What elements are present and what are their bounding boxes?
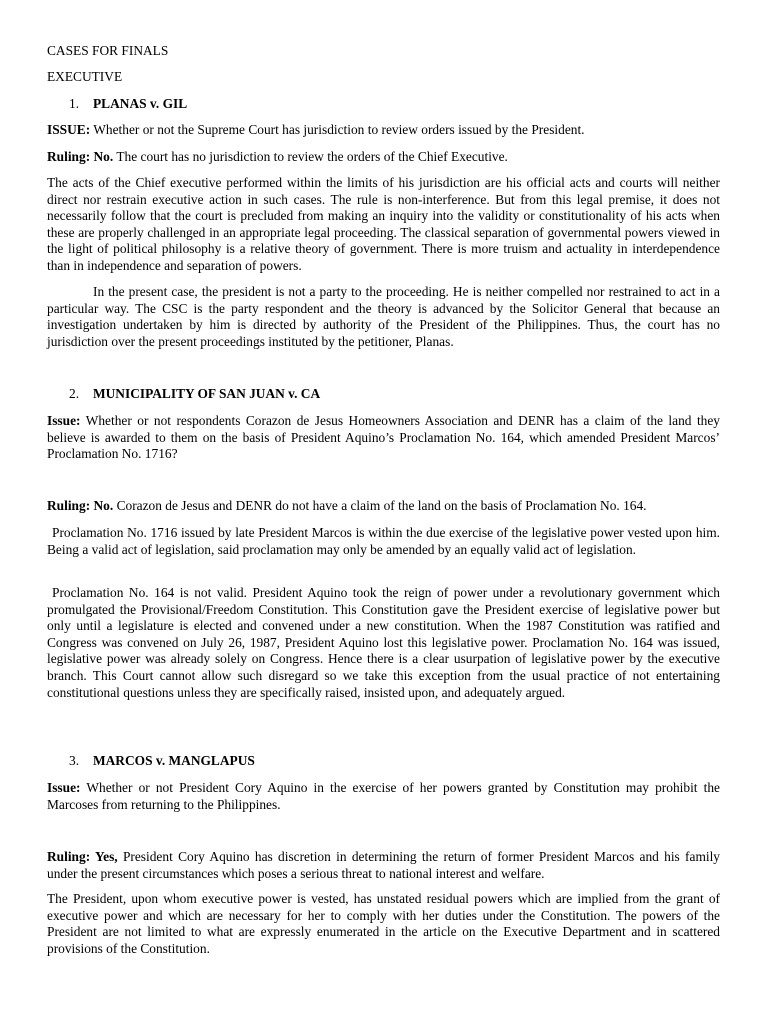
- issue-paragraph: [47, 780, 720, 813]
- body-paragraph: Proclamation No. 1716 issued by late President Marcos is within the due exercise of the legislative power vested upon him. Being a valid act of legislation, said proclamation may only be amended by an equally valid act of legislation.: [47, 525, 720, 557]
- issue-paragraph: [47, 122, 720, 139]
- issue-text: Whether or not respondents Corazon de Jesus Homeowners Association and DENR has a claim of the land they believe is awarded to them on the basis of President Aquino’s Proclamation No. 164, which amended President Marcos’ Proclamation No. 1716?: [47, 413, 720, 462]
- ruling-paragraph: [47, 498, 720, 515]
- ruling-text: The court has no jurisdiction to review the orders of the Chief Executive.: [113, 149, 508, 164]
- case-number: 1.: [69, 96, 80, 111]
- body-paragraph: In the present case, the president is not a party to the proceeding. He is neither compelled nor restrained to act in a particular way. The CSC is the party respondent and the theory is advanced by the Solicitor General that because an investigation undertaken by him is directed by authority of the President of the Philippines. Thus, the court has no jurisdiction over the present proceedings instituted by the petitioner, Planas.: [47, 284, 720, 349]
- body-paragraph: The President, upon whom executive power is vested, has unstated residual powers which are implied from the grant of executive power and which are necessary for her to comply with her duties under the Constitution. The powers of the President are not limited to what are expressly enumerated in the article on the Executive Department and in scattered provisions of the Constitution.: [47, 891, 720, 956]
- issue-label: Issue:: [47, 413, 81, 428]
- ruling-label: Ruling: No.: [47, 498, 114, 513]
- section-heading: EXECUTIVE: [47, 69, 123, 84]
- ruling-label: Ruling: No.: [47, 149, 114, 164]
- case-name: MUNICIPALITY OF SAN JUAN v. CA: [93, 386, 321, 401]
- ruling-text: Corazon de Jesus and DENR do not have a claim of the land on the basis of Proclamation No. 164.: [113, 498, 647, 513]
- document-title: CASES FOR FINALS: [47, 43, 169, 58]
- body-paragraph: Proclamation No. 164 is not valid. President Aquino took the reign of power under a revolutionary government which promulgated the Provisional/Freedom Constitution. This Constitution gave the President exercise of legislative power but only until a legislature is elected and convened under a new constitution. When the 1987 Constitution was ratified and Congress was convened on July 26, 1987, President Aquino lost this legislative power. Proclamation No. 164 was issued, legislative power was already solely on Congress. Hence there is a clear usurpation of legislative power by the executive branch. This Court cannot allow such disregard so we take this exception from the usual practice of not entertaining constitutional questions unless they are specifically raised, insisted upon, and adequately argued.: [47, 585, 720, 700]
- case-number: 2.: [69, 386, 80, 401]
- issue-label: ISSUE:: [47, 122, 91, 137]
- case-name: PLANAS v. GIL: [93, 96, 188, 111]
- ruling-paragraph: [47, 849, 720, 882]
- case-heading: [47, 96, 187, 113]
- issue-label: Issue:: [47, 780, 81, 795]
- case-heading: [47, 753, 255, 770]
- case-heading: [47, 386, 320, 403]
- issue-paragraph: [47, 413, 720, 463]
- ruling-label: Ruling: Yes,: [47, 849, 118, 864]
- issue-text: Whether or not the Supreme Court has jurisdiction to review orders issued by the President.: [90, 122, 585, 137]
- issue-text: Whether or not President Cory Aquino in the exercise of her powers granted by Constitution may prohibit the Marcoses from returning to the Philippines.: [47, 780, 720, 812]
- ruling-paragraph: [47, 149, 720, 166]
- body-paragraph: The acts of the Chief executive performed within the limits of his jurisdiction are his official acts and courts will neither direct nor restrain executive action in such cases. The rule is non-interference. But from this legal premise, it does not necessarily follow that the court is precluded from making an inquiry into the validity or constitutionality of his acts when these are properly challenged in an appropriate legal proceeding. The classical separation of governmental powers viewed in the light of political philosophy is a relative theory of government. There is more truism and actuality in interdependence than in independence and separation of powers.: [47, 175, 720, 273]
- case-name: MARCOS v. MANGLAPUS: [93, 753, 255, 768]
- ruling-text: President Cory Aquino has discretion in determining the return of former President Marcos and his family under the present circumstances which poses a serious threat to national interest and welfare.: [47, 849, 721, 881]
- case-number: 3.: [69, 753, 80, 768]
